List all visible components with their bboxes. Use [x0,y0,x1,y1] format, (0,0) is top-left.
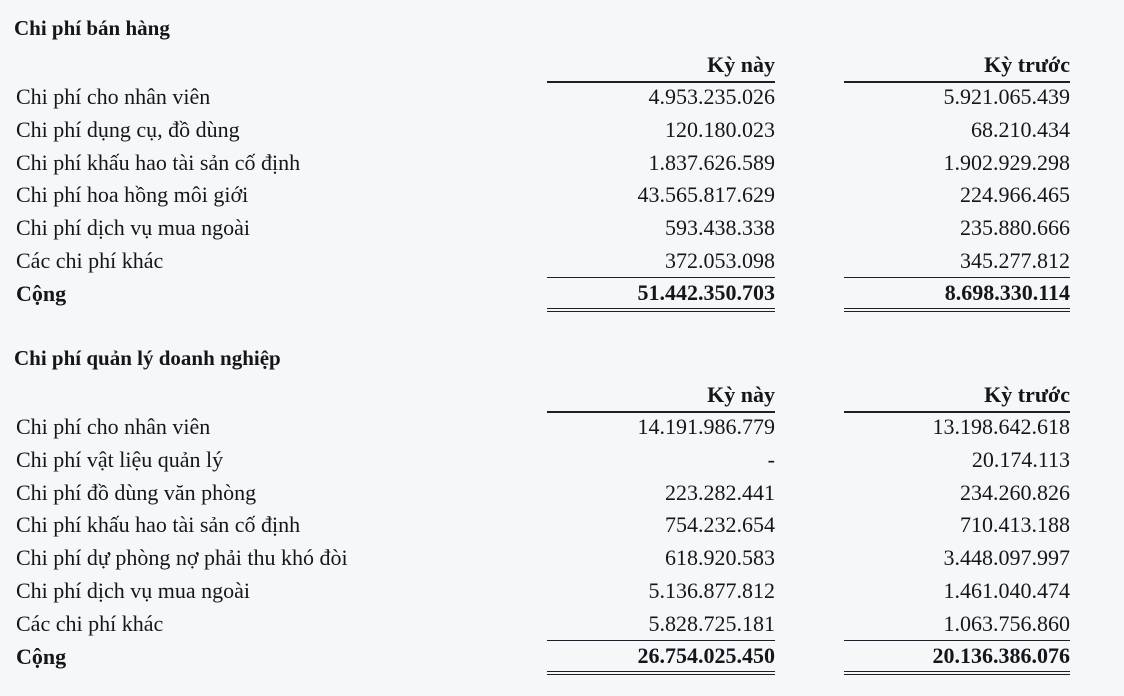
row-label: Chi phí khấu hao tài sản cố định [16,512,301,538]
row-label: Chi phí dụng cụ, đồ dùng [16,116,240,142]
value-current: 120.180.023 [665,116,775,142]
column-header-previous: Kỳ trước [844,48,1070,83]
value-previous: 3.448.097.997 [943,545,1070,571]
section-title: Chi phí quản lý doanh nghiệp [14,346,281,370]
table-row [0,113,1124,146]
value-previous: 1.902.929.298 [943,149,1070,175]
value-current: 618.920.583 [665,545,775,571]
value-previous: 5.921.065.439 [943,84,1070,109]
table-row [0,146,1124,179]
section-title: Chi phí bán hàng [14,16,170,40]
table-row [0,244,1124,277]
value-current: 5.828.725.181 [648,610,775,636]
total-label: Cộng [16,280,67,306]
table-row [0,541,1124,574]
column-header-previous: Kỳ trước [844,378,1070,413]
row-label: Các chi phí khác [16,610,164,636]
value-previous: 68.210.434 [971,116,1070,142]
table-row [0,211,1124,244]
row-label: Chi phí vật liệu quản lý [16,446,224,472]
row-label: Chi phí khấu hao tài sản cố định [16,149,301,175]
value-previous: 20.174.113 [971,446,1070,472]
total-previous: 8.698.330.114 [844,277,1070,312]
value-previous: 345.277.812 [960,248,1070,273]
total-row [0,277,1124,310]
column-header-row [0,48,1124,81]
table-row [0,178,1124,211]
value-current: 223.282.441 [665,479,775,505]
row-label: Chi phí hoa hồng môi giới [16,182,249,208]
total-current: 26.754.025.450 [547,640,775,675]
table-row [0,607,1124,640]
row-label: Chi phí cho nhân viên [16,84,211,109]
row-label: Chi phí dịch vụ mua ngoài [16,578,251,603]
total-current: 51.442.350.703 [547,277,775,312]
value-current: 5.136.877.812 [648,578,775,603]
value-previous: 234.260.826 [960,479,1070,505]
table-row [0,508,1124,541]
value-current: 372.053.098 [665,248,775,273]
row-label: Chi phí dịch vụ mua ngoài [16,215,251,241]
row-label: Các chi phí khác [16,248,164,273]
value-previous: 235.880.666 [960,215,1070,241]
value-previous: 1.461.040.474 [943,578,1070,603]
value-current: 14.191.986.779 [637,414,775,439]
total-row [0,640,1124,673]
value-previous: 13.198.642.618 [932,414,1070,439]
table-row [0,410,1124,443]
total-previous: 20.136.386.076 [844,640,1070,675]
value-current: 593.438.338 [665,215,775,241]
row-label: Chi phí dự phòng nợ phải thu khó đòi [16,545,348,571]
table-row [0,80,1124,113]
column-header-current: Kỳ này [547,48,775,83]
value-previous: 1.063.756.860 [943,610,1070,636]
value-current: 1.837.626.589 [648,149,775,175]
value-current: 754.232.654 [665,512,775,538]
column-header-row [0,378,1124,411]
row-label: Chi phí cho nhân viên [16,414,211,439]
value-previous: 224.966.465 [960,182,1070,208]
value-current: 43.565.817.629 [637,182,775,208]
value-current: - [767,446,775,472]
row-label: Chi phí đồ dùng văn phòng [16,479,257,505]
total-label: Cộng [16,643,67,669]
value-current: 4.953.235.026 [648,84,775,109]
column-header-current: Kỳ này [547,378,775,413]
table-row [0,476,1124,509]
value-previous: 710.413.188 [960,512,1070,538]
table-row [0,443,1124,476]
table-row [0,574,1124,607]
